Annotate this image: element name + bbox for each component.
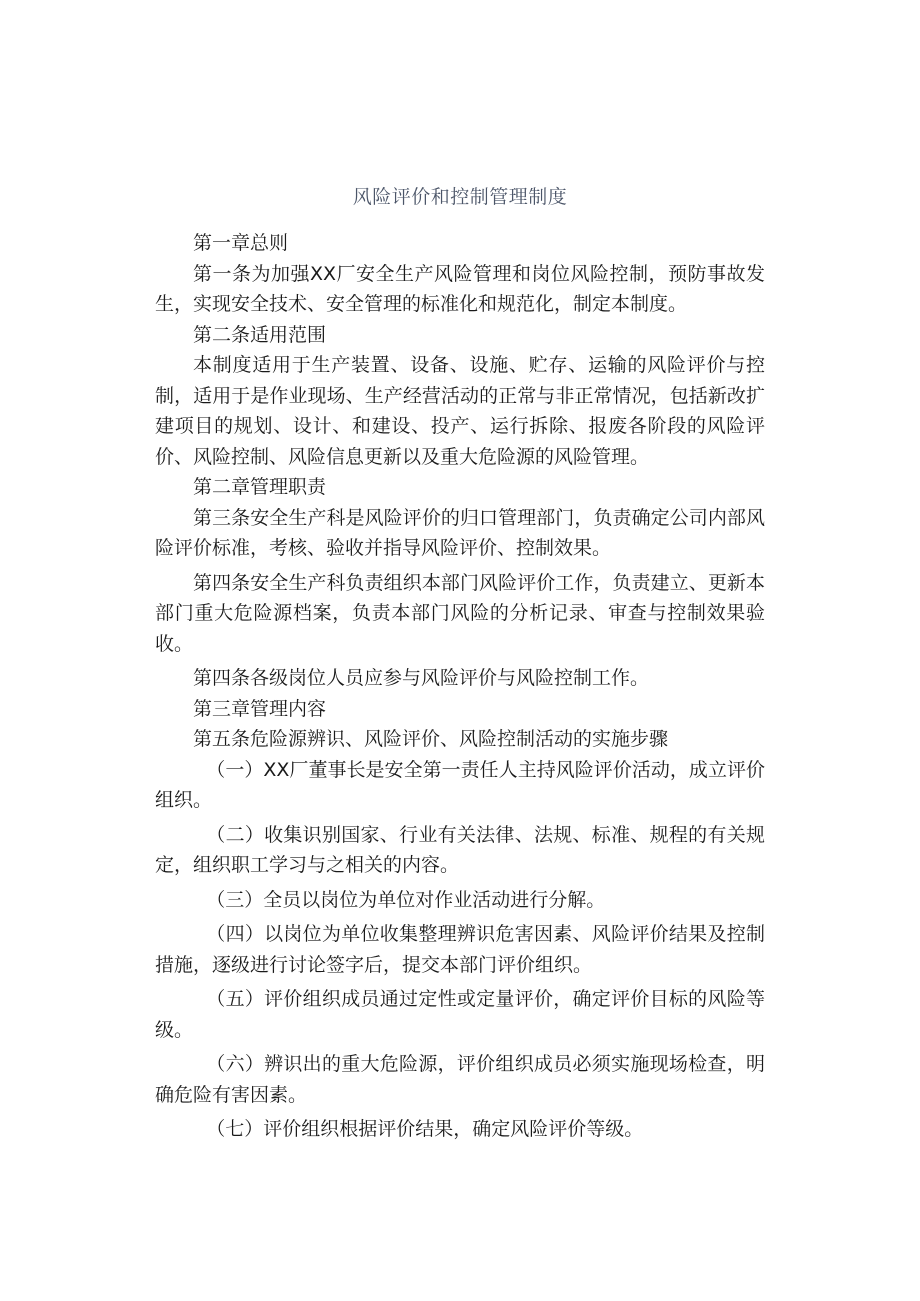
section-heading: 第二条适用范围	[193, 323, 327, 346]
chapter-heading: 第三章管理内容	[193, 697, 327, 720]
list-item: （四）以岗位为单位收集整理辨识危害因素、风险评价结果及控制措施，逐级进行讨论签字后，提交本部门评价组织。	[155, 923, 765, 976]
list-item: （三）全员以岗位为单位对作业活动进行分解。	[206, 888, 606, 911]
paragraph: 第四条安全生产科负责组织本部门风险评价工作，负责建立、更新本部门重大危险源档案，负责本部门风险的分析记录、审查与控制效果验收。	[155, 571, 765, 655]
list-item: （五）评价组织成员通过定性或定量评价，确定评价目标的风险等级。	[155, 988, 765, 1041]
document-title: 风险评价和控制管理制度	[352, 186, 568, 208]
paragraph: 第三条安全生产科是风险评价的归口管理部门，负责确定公司内部风险评价标准，考核、验收并指导风险评价、控制效果。	[155, 506, 765, 559]
document-body	[155, 228, 765, 1145]
list-item: （一）XX厂董事长是安全第一责任人主持风险评价活动，成立评价组织。	[155, 758, 765, 811]
paragraph: 第五条危险源辨识、风险评价、风险控制活动的实施步骤	[193, 728, 669, 750]
list-item: （七）评价组织根据评价结果，确定风险评价等级。	[206, 1118, 644, 1140]
paragraph: 第一条为加强XX厂安全生产风险管理和岗位风险控制，预防事故发生，实现安全技术、安全管理的标准化和规范化，制定本制度。	[155, 262, 765, 315]
chapter-heading: 第二章管理职责	[193, 476, 327, 498]
list-item: （二）收集识别国家、行业有关法律、法规、标准、规程的有关规定，组织职工学习与之相关的内容。	[155, 823, 765, 876]
list-item: （六）辨识出的重大危险源，评价组织成员必须实施现场检查，明确危险有害因素。	[155, 1053, 765, 1106]
paragraph: 第四条各级岗位人员应参与风险评价与风险控制工作。	[193, 667, 650, 689]
paragraph: 本制度适用于生产装置、设备、设施、贮存、运输的风险评价与控制，适用于是作业现场、生产经营活动的正常与非正常情况，包括新改扩建项目的规划、设计、和建设、投产、运行拆除、报废各阶段的风险评价、风险控制、风险信息更新以及重大危险源的风险管理。	[155, 354, 765, 468]
chapter-heading: 第一章总则	[193, 232, 289, 254]
